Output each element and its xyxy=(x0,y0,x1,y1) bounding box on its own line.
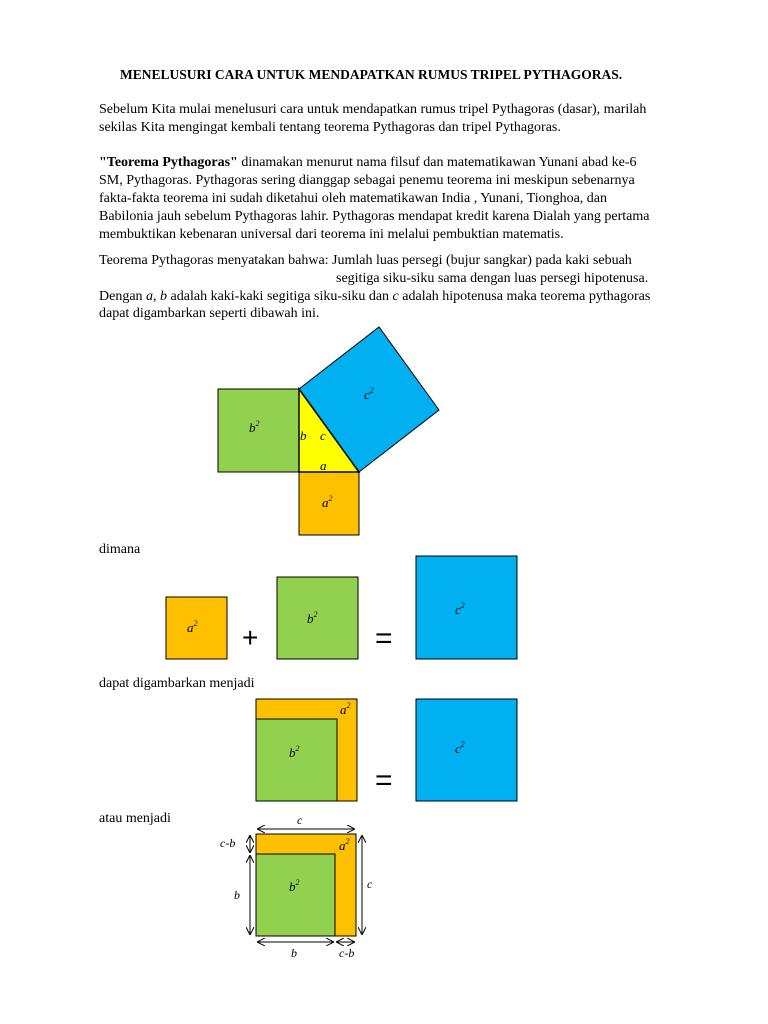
statement-text-a: Dengan xyxy=(99,289,147,304)
label-a-side: a xyxy=(320,458,327,473)
label-c2-3: $c^2$ xyxy=(455,740,465,756)
statement-text-c: adalah hipotenusa maka teorema pythagoras xyxy=(398,289,651,304)
theorem-line-3: fakta-fakta teorema ini sudah diketahui oleh matematikawan India , Yunani, Tionghoa, dan xyxy=(99,191,608,206)
pythagoras-figure xyxy=(218,327,439,535)
square-a-2 xyxy=(166,597,227,659)
sum-figure xyxy=(166,556,517,659)
dim-left-cb-label: c-b xyxy=(220,836,236,850)
label-b2-2: $b^2$ xyxy=(307,610,318,626)
statement-line-4: dapat digambarkan seperti dibawah ini. xyxy=(99,306,320,321)
var-c: c xyxy=(392,289,399,304)
dim-bottom-b-label: b xyxy=(291,946,297,960)
square-b-2 xyxy=(277,577,358,659)
equals-sign-1: = xyxy=(375,622,393,655)
statement-text-b: adalah kaki-kaki segitiga siku-siku dan xyxy=(167,289,393,304)
statement-line-2: segitiga siku-siku sama dengan luas persegi hipotenusa. xyxy=(336,271,649,286)
caption-atau: atau menjadi xyxy=(99,811,171,826)
square-a xyxy=(299,472,359,535)
label-a2-2: $a^2$ xyxy=(187,619,198,635)
label-a2-4: $a^2$ xyxy=(339,837,350,853)
var-b: b xyxy=(160,289,168,304)
caption-dimana: dimana xyxy=(99,542,141,557)
square-c-2 xyxy=(416,556,517,659)
square-b-4 xyxy=(256,854,335,936)
dimension-figure xyxy=(220,813,373,960)
dim-top-c-label: c xyxy=(297,813,303,827)
caption-menjadi: dapat digambarkan menjadi xyxy=(99,676,255,691)
label-b2-1: $b^2$ xyxy=(249,419,260,435)
label-c2-1: $c^2$ xyxy=(364,386,374,402)
label-c2-2: $c^2$ xyxy=(455,601,465,617)
dim-left-b-label: b xyxy=(234,888,240,902)
var-a: a xyxy=(146,289,154,304)
label-c-side: c xyxy=(320,428,326,443)
overlap-figure xyxy=(256,699,517,801)
intro-line-1: Sebelum Kita mulai menelusuri cara untuk mendapatkan rumus tripel Pythagoras (dasar), marilah xyxy=(99,102,647,117)
theorem-text: dinamakan menurut nama filsuf dan matematikawan Yunani abad ke-6 xyxy=(237,155,637,170)
statement-line-1: Teorema Pythagoras menyatakan bahwa: Jumlah luas persegi (bujur sangkar) pada kaki sebuah xyxy=(99,253,632,268)
label-b2-4: $b^2$ xyxy=(289,878,300,894)
plus-sign: + xyxy=(242,622,259,653)
square-b xyxy=(218,389,299,472)
page-title: MENELUSURI CARA UNTUK MENDAPATKAN RUMUS TRIPEL PYTHAGORAS. xyxy=(120,67,623,82)
intro-line-2: sekilas Kita mengingat kembali tentang teorema Pythagoras dan tripel Pythagoras. xyxy=(99,120,561,135)
theorem-line-5: membuktikan kebenaran universal dari teorema ini melalui pembuktian matematis. xyxy=(99,227,564,242)
label-a2-3: $a^2$ xyxy=(340,701,351,717)
dim-right-c-label: c xyxy=(367,877,373,891)
statement-comma: , xyxy=(153,289,161,304)
label-b2-3: $b^2$ xyxy=(289,744,300,760)
theorem-line-4: Babilonia jauh sebelum Pythagoras lahir. Pythagoras mendapat kredit karena Dialah yang pertama xyxy=(99,209,650,224)
label-a2-1: $a^2$ xyxy=(322,494,333,510)
theorem-term: "Teorema Pythagoras" xyxy=(99,155,238,170)
dim-bottom-cb-label: c-b xyxy=(339,946,355,960)
theorem-line-2: SM, Pythagoras. Pythagoras sering dianggap sebagai penemu teorema ini meskipun sebenarnya xyxy=(99,173,635,188)
square-b-3 xyxy=(256,719,337,801)
equals-sign-2: = xyxy=(375,764,393,797)
label-b-side: b xyxy=(300,428,307,443)
square-c-3 xyxy=(416,699,517,801)
